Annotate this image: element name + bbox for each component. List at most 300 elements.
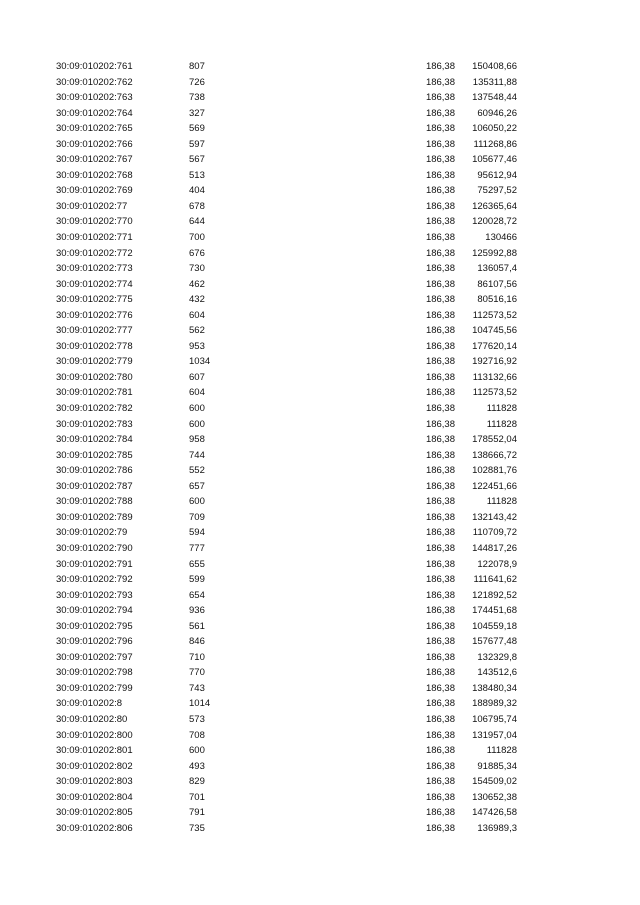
empty-cell bbox=[299, 634, 402, 650]
rate-cell: 186,38 bbox=[425, 247, 455, 259]
cadastral-number-cell: 30:09:010202:79 bbox=[56, 527, 128, 539]
rate-cell: 186,38 bbox=[425, 480, 455, 492]
cadastral-number-cell: 30:09:010202:771 bbox=[56, 232, 133, 244]
empty-cell bbox=[299, 681, 402, 697]
rate-cell: 186,38 bbox=[425, 558, 455, 570]
table-row bbox=[56, 541, 517, 557]
rate-cell: 186,38 bbox=[425, 651, 455, 663]
area-cell: 654 bbox=[189, 589, 205, 601]
empty-cell bbox=[299, 619, 402, 635]
table-row bbox=[56, 557, 517, 573]
empty-cell bbox=[299, 712, 402, 728]
cadastral-number-cell: 30:09:010202:786 bbox=[56, 465, 133, 477]
table-row bbox=[56, 743, 517, 759]
value-cell: 174451,68 bbox=[472, 605, 517, 617]
rate-cell: 186,38 bbox=[425, 776, 455, 788]
rate-cell: 186,38 bbox=[425, 729, 455, 741]
table-row bbox=[56, 417, 517, 433]
area-cell: 655 bbox=[189, 558, 205, 570]
table-row bbox=[56, 494, 517, 510]
area-cell: 562 bbox=[189, 325, 205, 337]
rate-cell: 186,38 bbox=[425, 760, 455, 772]
empty-cell bbox=[299, 199, 402, 215]
cadastral-number-cell: 30:09:010202:804 bbox=[56, 791, 133, 803]
cadastral-number-cell: 30:09:010202:788 bbox=[56, 496, 133, 508]
empty-cell bbox=[299, 277, 402, 293]
rate-cell: 186,38 bbox=[425, 667, 455, 679]
cadastral-number-cell: 30:09:010202:801 bbox=[56, 745, 133, 757]
value-cell: 111828 bbox=[486, 418, 517, 430]
empty-cell bbox=[299, 59, 402, 75]
cadastral-number-cell: 30:09:010202:784 bbox=[56, 434, 133, 446]
area-cell: 770 bbox=[189, 667, 205, 679]
rate-cell: 186,38 bbox=[425, 713, 455, 725]
empty-cell bbox=[299, 214, 402, 230]
area-cell: 709 bbox=[189, 511, 205, 523]
area-cell: 676 bbox=[189, 247, 205, 259]
cadastral-number-cell: 30:09:010202:761 bbox=[56, 61, 133, 72]
cadastral-number-cell: 30:09:010202:776 bbox=[56, 309, 133, 321]
value-cell: 150408,66 bbox=[472, 61, 517, 72]
area-cell: 404 bbox=[189, 185, 205, 197]
empty-cell bbox=[299, 230, 402, 246]
rate-cell: 186,38 bbox=[425, 356, 455, 368]
area-cell: 604 bbox=[189, 387, 205, 399]
value-cell: 177620,14 bbox=[472, 340, 517, 352]
area-cell: 327 bbox=[189, 107, 205, 119]
rate-cell: 186,38 bbox=[425, 511, 455, 523]
empty-cell bbox=[299, 292, 402, 308]
rate-cell: 186,38 bbox=[425, 403, 455, 415]
value-cell: 126365,64 bbox=[472, 200, 517, 212]
value-cell: 138480,34 bbox=[472, 682, 517, 694]
cadastral-number-cell: 30:09:010202:790 bbox=[56, 542, 133, 554]
table-row bbox=[56, 572, 517, 588]
rate-cell: 186,38 bbox=[425, 169, 455, 181]
rate-cell: 186,38 bbox=[425, 200, 455, 212]
cadastral-number-cell: 30:09:010202:80 bbox=[56, 713, 128, 725]
area-cell: 743 bbox=[189, 682, 205, 694]
table-row bbox=[56, 292, 517, 308]
area-cell: 607 bbox=[189, 371, 205, 383]
empty-cell bbox=[299, 354, 402, 370]
cadastral-number-cell: 30:09:010202:765 bbox=[56, 123, 133, 135]
rate-cell: 186,38 bbox=[425, 107, 455, 119]
table-row bbox=[56, 277, 517, 293]
value-cell: 122451,66 bbox=[472, 480, 517, 492]
table-row bbox=[56, 106, 517, 122]
area-cell: 600 bbox=[189, 745, 205, 757]
rate-cell: 186,38 bbox=[425, 465, 455, 477]
value-cell: 132143,42 bbox=[472, 511, 517, 523]
table-row bbox=[56, 821, 517, 837]
empty-cell bbox=[299, 510, 402, 526]
empty-cell bbox=[299, 479, 402, 495]
area-cell: 700 bbox=[189, 232, 205, 244]
value-cell: 110709,72 bbox=[472, 527, 517, 539]
rate-cell: 186,38 bbox=[425, 434, 455, 446]
empty-cell bbox=[299, 261, 402, 277]
table-row bbox=[56, 339, 517, 355]
rate-cell: 186,38 bbox=[425, 791, 455, 803]
cadastral-number-cell: 30:09:010202:789 bbox=[56, 511, 133, 523]
rate-cell: 186,38 bbox=[425, 309, 455, 321]
value-cell: 106795,74 bbox=[472, 713, 517, 725]
rate-cell: 186,38 bbox=[425, 278, 455, 290]
empty-cell bbox=[299, 805, 402, 821]
cadastral-number-cell: 30:09:010202:781 bbox=[56, 387, 133, 399]
value-cell: 104559,18 bbox=[472, 620, 517, 632]
rate-cell: 186,38 bbox=[425, 527, 455, 539]
table-row bbox=[56, 401, 517, 417]
value-cell: 106050,22 bbox=[472, 123, 517, 135]
rate-cell: 186,38 bbox=[425, 154, 455, 166]
cadastral-number-cell: 30:09:010202:806 bbox=[56, 822, 133, 834]
table-row bbox=[56, 432, 517, 448]
rate-cell: 186,38 bbox=[425, 574, 455, 586]
area-cell: 1014 bbox=[189, 698, 211, 710]
value-cell: 112573,52 bbox=[472, 387, 517, 399]
area-cell: 953 bbox=[189, 340, 205, 352]
table-row bbox=[56, 525, 517, 541]
cadastral-number-cell: 30:09:010202:800 bbox=[56, 729, 133, 741]
cadastral-number-cell: 30:09:010202:779 bbox=[56, 356, 133, 368]
empty-cell bbox=[299, 152, 402, 168]
table-row bbox=[56, 510, 517, 526]
empty-cell bbox=[299, 106, 402, 122]
value-cell: 112573,52 bbox=[472, 309, 517, 321]
value-cell: 147426,58 bbox=[472, 807, 517, 819]
area-cell: 958 bbox=[189, 434, 205, 446]
rate-cell: 186,38 bbox=[425, 185, 455, 197]
empty-cell bbox=[299, 308, 402, 324]
rate-cell: 186,38 bbox=[425, 496, 455, 508]
rate-cell: 186,38 bbox=[425, 745, 455, 757]
rate-cell: 186,38 bbox=[425, 123, 455, 135]
empty-cell bbox=[299, 588, 402, 604]
table-row bbox=[56, 448, 517, 464]
cadastral-number-cell: 30:09:010202:762 bbox=[56, 76, 133, 88]
area-cell: 846 bbox=[189, 636, 205, 648]
rate-cell: 186,38 bbox=[425, 605, 455, 617]
value-cell: 136057,4 bbox=[477, 263, 517, 275]
empty-cell bbox=[299, 323, 402, 339]
value-cell: 86107,56 bbox=[477, 278, 517, 290]
table-row bbox=[56, 650, 517, 666]
area-cell: 493 bbox=[189, 760, 205, 772]
cadastral-number-cell: 30:09:010202:799 bbox=[56, 682, 133, 694]
value-cell: 178552,04 bbox=[472, 434, 517, 446]
table-row bbox=[56, 696, 517, 712]
area-cell: 567 bbox=[189, 154, 205, 166]
value-cell: 95612,94 bbox=[477, 169, 517, 181]
cadastral-number-cell: 30:09:010202:791 bbox=[56, 558, 133, 570]
table-row bbox=[56, 168, 517, 184]
area-cell: 678 bbox=[189, 200, 205, 212]
area-cell: 600 bbox=[189, 496, 205, 508]
empty-cell bbox=[299, 759, 402, 775]
table-row bbox=[56, 137, 517, 153]
table-row bbox=[56, 385, 517, 401]
value-cell: 137548,44 bbox=[472, 92, 517, 104]
table-row bbox=[56, 728, 517, 744]
cadastral-number-cell: 30:09:010202:774 bbox=[56, 278, 133, 290]
cadastral-number-cell: 30:09:010202:778 bbox=[56, 340, 133, 352]
cadastral-number-cell: 30:09:010202:798 bbox=[56, 667, 133, 679]
cadastral-number-cell: 30:09:010202:805 bbox=[56, 807, 133, 819]
area-cell: 597 bbox=[189, 138, 205, 150]
value-cell: 113132,66 bbox=[472, 371, 517, 383]
cadastral-number-cell: 30:09:010202:783 bbox=[56, 418, 133, 430]
cadastral-number-cell: 30:09:010202:794 bbox=[56, 605, 133, 617]
table-row bbox=[56, 59, 517, 75]
cadastral-number-cell: 30:09:010202:772 bbox=[56, 247, 133, 259]
value-cell: 192716,92 bbox=[472, 356, 517, 368]
rate-cell: 186,38 bbox=[425, 294, 455, 306]
cadastral-number-cell: 30:09:010202:77 bbox=[56, 200, 128, 212]
area-cell: 791 bbox=[189, 807, 205, 819]
cadastral-number-cell: 30:09:010202:764 bbox=[56, 107, 133, 119]
rate-cell: 186,38 bbox=[425, 263, 455, 275]
rate-cell: 186,38 bbox=[425, 449, 455, 461]
area-cell: 701 bbox=[189, 791, 205, 803]
area-cell: 644 bbox=[189, 216, 205, 228]
empty-cell bbox=[299, 525, 402, 541]
rate-cell: 186,38 bbox=[425, 232, 455, 244]
empty-cell bbox=[299, 557, 402, 573]
rate-cell: 186,38 bbox=[425, 620, 455, 632]
rate-cell: 186,38 bbox=[425, 216, 455, 228]
cadastral-number-cell: 30:09:010202:773 bbox=[56, 263, 133, 275]
cadastral-number-cell: 30:09:010202:802 bbox=[56, 760, 133, 772]
table-row bbox=[56, 774, 517, 790]
area-cell: 599 bbox=[189, 574, 205, 586]
table-row bbox=[56, 805, 517, 821]
empty-cell bbox=[299, 339, 402, 355]
empty-cell bbox=[299, 603, 402, 619]
cadastral-number-cell: 30:09:010202:787 bbox=[56, 480, 133, 492]
empty-cell bbox=[299, 246, 402, 262]
area-cell: 726 bbox=[189, 76, 205, 88]
value-cell: 102881,76 bbox=[472, 465, 517, 477]
cadastral-value-table bbox=[56, 59, 517, 836]
empty-cell bbox=[299, 665, 402, 681]
area-cell: 730 bbox=[189, 263, 205, 275]
rate-cell: 186,38 bbox=[425, 387, 455, 399]
rate-cell: 186,38 bbox=[425, 636, 455, 648]
value-cell: 157677,48 bbox=[472, 636, 517, 648]
value-cell: 105677,46 bbox=[472, 154, 517, 166]
area-cell: 829 bbox=[189, 776, 205, 788]
rate-cell: 186,38 bbox=[425, 138, 455, 150]
table-row bbox=[56, 790, 517, 806]
cadastral-number-cell: 30:09:010202:777 bbox=[56, 325, 133, 337]
value-cell: 111268,86 bbox=[473, 138, 517, 150]
area-cell: 513 bbox=[189, 169, 205, 181]
area-cell: 600 bbox=[189, 418, 205, 430]
cadastral-number-cell: 30:09:010202:770 bbox=[56, 216, 133, 228]
empty-cell bbox=[299, 448, 402, 464]
table-row bbox=[56, 619, 517, 635]
rate-cell: 186,38 bbox=[425, 76, 455, 88]
cadastral-number-cell: 30:09:010202:780 bbox=[56, 371, 133, 383]
value-cell: 60946,26 bbox=[477, 107, 517, 119]
value-cell: 122078,9 bbox=[477, 558, 517, 570]
value-cell: 138666,72 bbox=[472, 449, 517, 461]
area-cell: 936 bbox=[189, 605, 205, 617]
cadastral-number-cell: 30:09:010202:767 bbox=[56, 154, 133, 166]
table-row bbox=[56, 214, 517, 230]
cadastral-number-cell: 30:09:010202:796 bbox=[56, 636, 133, 648]
table-row bbox=[56, 681, 517, 697]
empty-cell bbox=[299, 494, 402, 510]
area-cell: 777 bbox=[189, 542, 205, 554]
table-row bbox=[56, 261, 517, 277]
value-cell: 136989,3 bbox=[477, 822, 517, 834]
empty-cell bbox=[299, 168, 402, 184]
table-row bbox=[56, 354, 517, 370]
area-cell: 594 bbox=[189, 527, 205, 539]
value-cell: 104745,56 bbox=[472, 325, 517, 337]
cadastral-number-cell: 30:09:010202:795 bbox=[56, 620, 133, 632]
value-cell: 135311,88 bbox=[472, 76, 517, 88]
area-cell: 1034 bbox=[189, 356, 211, 368]
cadastral-number-cell: 30:09:010202:768 bbox=[56, 169, 133, 181]
rate-cell: 186,38 bbox=[425, 589, 455, 601]
empty-cell bbox=[299, 743, 402, 759]
cadastral-number-cell: 30:09:010202:792 bbox=[56, 574, 133, 586]
empty-cell bbox=[299, 385, 402, 401]
value-cell: 125992,88 bbox=[472, 247, 517, 259]
area-cell: 657 bbox=[189, 480, 205, 492]
empty-cell bbox=[299, 183, 402, 199]
table-row bbox=[56, 230, 517, 246]
table-row bbox=[56, 634, 517, 650]
table-row bbox=[56, 152, 517, 168]
cadastral-number-cell: 30:09:010202:763 bbox=[56, 92, 133, 104]
area-cell: 735 bbox=[189, 822, 205, 834]
table-row bbox=[56, 75, 517, 91]
empty-cell bbox=[299, 541, 402, 557]
rate-cell: 186,38 bbox=[425, 542, 455, 554]
cadastral-number-cell: 30:09:010202:775 bbox=[56, 294, 133, 306]
cadastral-number-cell: 30:09:010202:8 bbox=[56, 698, 123, 710]
empty-cell bbox=[299, 650, 402, 666]
value-cell: 120028,72 bbox=[472, 216, 517, 228]
value-cell: 130466 bbox=[485, 232, 517, 244]
rate-cell: 186,38 bbox=[425, 92, 455, 104]
empty-cell bbox=[299, 432, 402, 448]
table-row bbox=[56, 588, 517, 604]
area-cell: 604 bbox=[189, 309, 205, 321]
table-row bbox=[56, 603, 517, 619]
value-cell: 111828 bbox=[486, 496, 517, 508]
rate-cell: 186,38 bbox=[425, 371, 455, 383]
empty-cell bbox=[299, 774, 402, 790]
value-cell: 131957,04 bbox=[472, 729, 517, 741]
value-cell: 111828 bbox=[486, 745, 517, 757]
cadastral-number-cell: 30:09:010202:769 bbox=[56, 185, 133, 197]
cadastral-number-cell: 30:09:010202:797 bbox=[56, 651, 133, 663]
cadastral-number-cell: 30:09:010202:782 bbox=[56, 403, 133, 415]
area-cell: 552 bbox=[189, 465, 205, 477]
cadastral-number-cell: 30:09:010202:793 bbox=[56, 589, 133, 601]
cadastral-number-cell: 30:09:010202:766 bbox=[56, 138, 133, 150]
value-cell: 154509,02 bbox=[472, 776, 517, 788]
empty-cell bbox=[299, 370, 402, 386]
table-row bbox=[56, 90, 517, 106]
table-row bbox=[56, 665, 517, 681]
value-cell: 121892,52 bbox=[472, 589, 517, 601]
empty-cell bbox=[299, 90, 402, 106]
value-cell: 111641,62 bbox=[473, 574, 517, 586]
empty-cell bbox=[299, 572, 402, 588]
rate-cell: 186,38 bbox=[425, 418, 455, 430]
rate-cell: 186,38 bbox=[425, 340, 455, 352]
empty-cell bbox=[299, 121, 402, 137]
area-cell: 462 bbox=[189, 278, 205, 290]
empty-cell bbox=[299, 821, 402, 837]
value-cell: 143512,6 bbox=[477, 667, 517, 679]
value-cell: 75297,52 bbox=[477, 185, 517, 197]
cadastral-number-cell: 30:09:010202:785 bbox=[56, 449, 133, 461]
value-cell: 144817,26 bbox=[472, 542, 517, 554]
value-cell: 91885,34 bbox=[477, 760, 517, 772]
area-cell: 573 bbox=[189, 713, 205, 725]
rate-cell: 186,38 bbox=[425, 61, 455, 72]
table-row bbox=[56, 308, 517, 324]
area-cell: 569 bbox=[189, 123, 205, 135]
table-row bbox=[56, 759, 517, 775]
table-row bbox=[56, 246, 517, 262]
empty-cell bbox=[299, 75, 402, 91]
table-row bbox=[56, 121, 517, 137]
empty-cell bbox=[299, 401, 402, 417]
table-row bbox=[56, 183, 517, 199]
table-row bbox=[56, 463, 517, 479]
table-body bbox=[56, 59, 517, 836]
area-cell: 708 bbox=[189, 729, 205, 741]
rate-cell: 186,38 bbox=[425, 698, 455, 710]
area-cell: 738 bbox=[189, 92, 205, 104]
area-cell: 561 bbox=[189, 620, 205, 632]
empty-cell bbox=[299, 137, 402, 153]
value-cell: 132329,8 bbox=[477, 651, 517, 663]
value-cell: 130652,38 bbox=[472, 791, 517, 803]
empty-cell bbox=[299, 790, 402, 806]
rate-cell: 186,38 bbox=[425, 325, 455, 337]
area-cell: 432 bbox=[189, 294, 205, 306]
table-row bbox=[56, 479, 517, 495]
rate-cell: 186,38 bbox=[425, 682, 455, 694]
table-row bbox=[56, 712, 517, 728]
area-cell: 807 bbox=[189, 61, 205, 72]
table-row bbox=[56, 199, 517, 215]
empty-cell bbox=[299, 728, 402, 744]
value-cell: 188989,32 bbox=[472, 698, 517, 710]
rate-cell: 186,38 bbox=[425, 807, 455, 819]
cadastral-number-cell: 30:09:010202:803 bbox=[56, 776, 133, 788]
empty-cell bbox=[299, 417, 402, 433]
empty-cell bbox=[299, 463, 402, 479]
value-cell: 80516,16 bbox=[477, 294, 517, 306]
area-cell: 710 bbox=[189, 651, 205, 663]
empty-cell bbox=[299, 696, 402, 712]
rate-cell: 186,38 bbox=[425, 822, 455, 834]
area-cell: 744 bbox=[189, 449, 205, 461]
value-cell: 111828 bbox=[486, 403, 517, 415]
table-row bbox=[56, 370, 517, 386]
